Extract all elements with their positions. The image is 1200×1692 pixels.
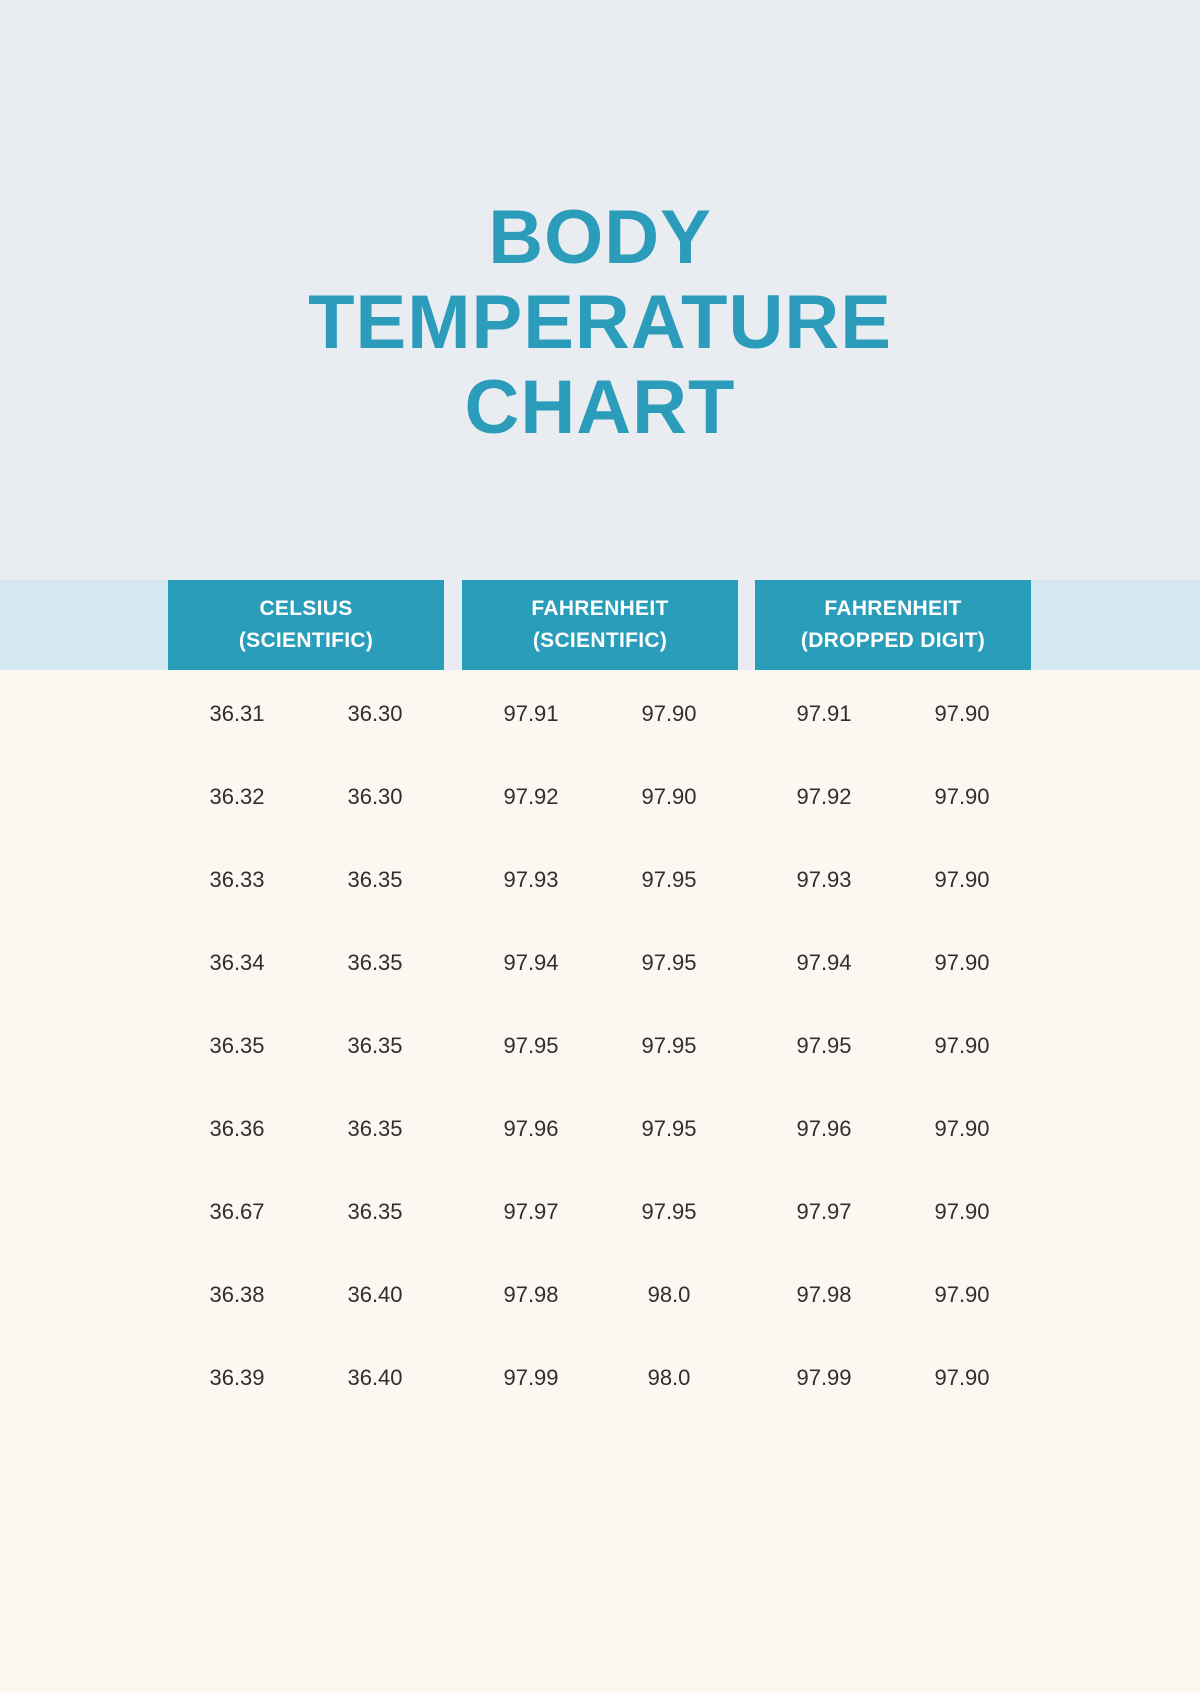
temperature-cell: 97.98 (796, 1282, 852, 1307)
header-band-left-cap (0, 580, 168, 670)
column-header-fahrenheit-scientific (462, 580, 738, 670)
column-header-label-line: (SCIENTIFIC) (532, 629, 668, 652)
fahrenheit-dropped-digit-cells (755, 1087, 1031, 1170)
celsius-scientific-cells (168, 1004, 444, 1087)
temperature-cell: 97.95 (796, 1033, 852, 1058)
fahrenheit-scientific-cells (462, 672, 738, 755)
temperature-cell: 36.30 (347, 701, 403, 726)
temperature-cell: 97.93 (796, 867, 852, 892)
temperature-cell: 97.90 (934, 867, 990, 892)
column-header-label-line: FAHRENHEIT (531, 597, 669, 620)
header-band-gap (444, 580, 462, 670)
table-body (0, 670, 1200, 1692)
header-band-gap (738, 580, 755, 670)
temperature-cell: 97.96 (503, 1116, 559, 1141)
fahrenheit-dropped-digit-cells (755, 1170, 1031, 1253)
temperature-cell: 97.90 (934, 1282, 990, 1307)
celsius-scientific-cells (168, 838, 444, 921)
temperature-cell: 36.35 (347, 950, 403, 975)
temperature-cell: 36.40 (347, 1282, 403, 1307)
fahrenheit-scientific-cells (462, 838, 738, 921)
column-header-label-line: FAHRENHEIT (824, 597, 962, 620)
column-header-fahrenheit-dropped-digit (755, 580, 1031, 670)
table-row (0, 1087, 1200, 1170)
temperature-cell: 36.40 (347, 1365, 403, 1390)
temperature-cell: 97.97 (796, 1199, 852, 1224)
celsius-scientific-cells (168, 1170, 444, 1253)
temperature-cell: 97.90 (934, 1365, 990, 1390)
temperature-cell: 98.0 (647, 1365, 691, 1390)
fahrenheit-dropped-digit-cells (755, 1253, 1031, 1336)
temperature-cell: 97.90 (934, 784, 990, 809)
temperature-cell: 36.39 (209, 1365, 265, 1390)
table-row (0, 1336, 1200, 1419)
table-row (0, 921, 1200, 1004)
temperature-cell: 97.91 (503, 701, 559, 726)
temperature-cell: 36.38 (209, 1282, 265, 1307)
title-section (0, 0, 1200, 580)
header-band-right-cap (1031, 580, 1200, 670)
temperature-cell: 97.93 (503, 867, 559, 892)
column-header-label-line: (SCIENTIFIC) (238, 629, 374, 652)
table-row (0, 755, 1200, 838)
temperature-cell: 97.99 (796, 1365, 852, 1390)
table-row (0, 672, 1200, 755)
title-line-2: TEMPERATURE (308, 280, 892, 365)
fahrenheit-dropped-digit-cells (755, 1336, 1031, 1419)
temperature-cell: 97.90 (934, 1199, 990, 1224)
temperature-cell: 97.95 (641, 1116, 697, 1141)
temperature-cell: 36.32 (209, 784, 265, 809)
table-header-row (0, 580, 1200, 670)
fahrenheit-scientific-cells (462, 1170, 738, 1253)
celsius-scientific-cells (168, 672, 444, 755)
celsius-scientific-cells (168, 1253, 444, 1336)
fahrenheit-dropped-digit-cells (755, 838, 1031, 921)
fahrenheit-scientific-cells (462, 755, 738, 838)
temperature-cell: 97.90 (641, 784, 697, 809)
temperature-cell: 36.31 (209, 701, 265, 726)
temperature-cell: 36.34 (209, 950, 265, 975)
celsius-scientific-cells (168, 921, 444, 1004)
temperature-cell: 97.95 (641, 1033, 697, 1058)
temperature-cell: 97.97 (503, 1199, 559, 1224)
celsius-scientific-cells (168, 755, 444, 838)
title-line-1: BODY (488, 195, 712, 280)
temperature-cell: 36.36 (209, 1116, 265, 1141)
temperature-cell: 36.30 (347, 784, 403, 809)
temperature-cell: 97.90 (641, 701, 697, 726)
column-header-celsius-scientific (168, 580, 444, 670)
temperature-cell: 36.35 (209, 1033, 265, 1058)
temperature-cell: 97.90 (934, 701, 990, 726)
temperature-cell: 97.91 (796, 701, 852, 726)
temperature-cell: 97.98 (503, 1282, 559, 1307)
temperature-cell: 36.33 (209, 867, 265, 892)
temperature-cell: 97.90 (934, 950, 990, 975)
temperature-cell: 97.95 (503, 1033, 559, 1058)
fahrenheit-scientific-cells (462, 921, 738, 1004)
table-row (0, 1253, 1200, 1336)
temperature-cell: 97.92 (796, 784, 852, 809)
table-row (0, 1170, 1200, 1253)
title-line-3: CHART (464, 365, 736, 450)
temperature-cell: 97.94 (503, 950, 559, 975)
fahrenheit-scientific-cells (462, 1336, 738, 1419)
temperature-cell: 97.95 (641, 867, 697, 892)
temperature-cell: 97.94 (796, 950, 852, 975)
temperature-cell: 97.99 (503, 1365, 559, 1390)
fahrenheit-scientific-cells (462, 1087, 738, 1170)
temperature-cell: 36.35 (347, 867, 403, 892)
temperature-cell: 36.35 (347, 1033, 403, 1058)
temperature-cell: 97.95 (641, 1199, 697, 1224)
temperature-cell: 97.92 (503, 784, 559, 809)
temperature-cell: 97.90 (934, 1033, 990, 1058)
celsius-scientific-cells (168, 1087, 444, 1170)
temperature-cell: 36.35 (347, 1116, 403, 1141)
temperature-cell: 36.67 (209, 1199, 265, 1224)
column-header-label-line: CELSIUS (259, 597, 353, 620)
column-header-label-line: (DROPPED DIGIT) (800, 629, 986, 652)
table-row (0, 838, 1200, 921)
celsius-scientific-cells (168, 1336, 444, 1419)
fahrenheit-dropped-digit-cells (755, 1004, 1031, 1087)
fahrenheit-dropped-digit-cells (755, 921, 1031, 1004)
fahrenheit-dropped-digit-cells (755, 672, 1031, 755)
table-row (0, 1004, 1200, 1087)
temperature-cell: 97.95 (641, 950, 697, 975)
fahrenheit-scientific-cells (462, 1253, 738, 1336)
temperature-cell: 97.90 (934, 1116, 990, 1141)
temperature-cell: 98.0 (647, 1282, 691, 1307)
temperature-cell: 36.35 (347, 1199, 403, 1224)
page-title (0, 195, 1200, 450)
fahrenheit-scientific-cells (462, 1004, 738, 1087)
fahrenheit-dropped-digit-cells (755, 755, 1031, 838)
temperature-cell: 97.96 (796, 1116, 852, 1141)
